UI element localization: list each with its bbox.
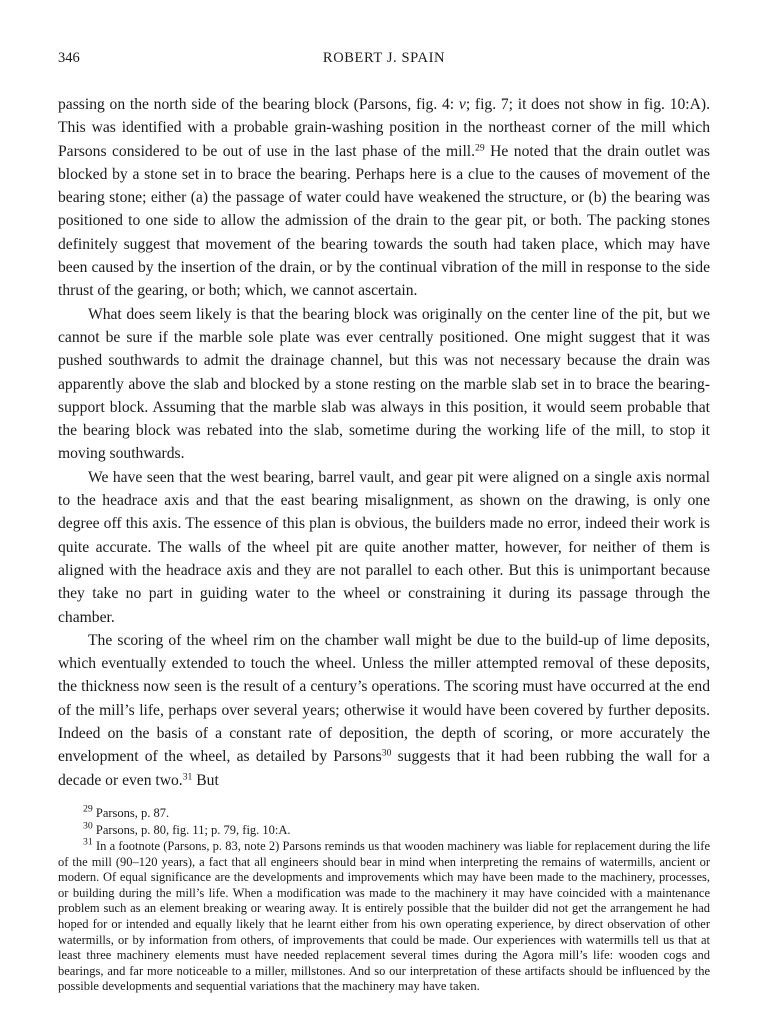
paragraph-1-italic-v: v: [458, 96, 466, 113]
paragraph-3: We have seen that the west bearing, barrel vault, and gear pit were aligned on a single axis normal to the headrace axis and that the east bearing misalignment, as shown on the drawing, is only one degree off this axis. The essence of this plan is obvious, the builders made no error, indeed their work is quite accurate. The walls of the wheel pit are quite another matter, however, for neither of them is aligned with the headrace axis and they are not parallel to each other. But this is unimportant because they take no part in guiding water to the wheel or constraining it during its passage through the chamber.: [58, 468, 710, 626]
footnote-30: [58, 820, 710, 839]
footnote-text: In a footnote (Parsons, p. 83, note 2) Parsons reminds us that wooden machinery was liable for replacement during the life of the mill (90–120 years), a fact that all engineers should bear in mind when interpreting the remains of watermills, ancient or modern. Of equal significance are the developments and improvements which may have been made to the machinery, processes, or building during the mill’s life. When a modification was made to the machinery it may have coincided with a maintenance problem such as an element breaking or wearing away. It is entirely possible that the builder did not get the arrangement he had hoped for or intended and equally likely that he learnt either from his own operating experience, by direct observation of other watermills, or by information from others, of improvements that could be made. Our experiences with watermills tell us that at least three machinery elements must have needed replacement several times during the Agora mill’s life: wooden cogs and bearings, and far more noticeable to a miller, millstones. And so our interpretation of these artifacts should be influenced by the possible developments and sequential variations that the machinery may have taken.: [58, 839, 710, 994]
paragraph-4-text-a: The scoring of the wheel rim on the chamber wall might be due to the build-up of lime deposits, which eventually extended to touch the wheel. Unless the miller attempted removal of these deposits, the thickness now seen is the result of a century’s operations. The scoring must have occurred at the end of the mill’s life, perhaps over several years; otherwise it would have been covered by further deposits. Indeed on the basis of a constant rate of deposition, the depth of scoring, or more accurately the envelopment of the wheel, as detailed by Parsons: [58, 631, 710, 766]
footnote-number: 31: [83, 836, 93, 848]
footnote-ref-31[interactable]: 31: [182, 771, 193, 783]
page: [58, 50, 710, 996]
footnote-31: [58, 836, 710, 995]
page-number: 346: [58, 50, 80, 66]
footnote-29: [58, 803, 710, 822]
footnote-text: Parsons, p. 80, fig. 11; p. 79, fig. 10:A.: [92, 822, 291, 837]
paragraph-4: [58, 629, 710, 792]
footnote-number: 29: [83, 803, 93, 815]
paragraph-4-text-b: suggests that it had been rubbing the wall for a decade or even two.: [58, 748, 710, 789]
footnote-text: Parsons, p. 87.: [92, 805, 170, 820]
page-header: [58, 50, 710, 74]
paragraph-4-text-c: But: [192, 771, 219, 789]
footnote-number: 30: [83, 820, 93, 832]
paragraph-1-text-d: He noted that the drain outlet was blocked by a stone set in to brace the bearing. Perhaps here is a clue to the causes of movement of the bearing stone; either (a) the passage of water could have weakened the structure, or (b) the bearing was positioned to one side to allow the admission of the drain to the gear pit, or both. The packing stones definitely suggest that movement of the bearing towards the south had taken place, which may have been caused by the insertion of the drain, or by the continual vibration of the mill in response to the side thrust of the gearing, or both; which, we cannot ascertain.: [58, 142, 710, 300]
footnotes: [58, 803, 710, 995]
paragraph-1: [58, 93, 710, 303]
paragraph-1-text-c: ; fig. 7; it does not show in fig. 10:A). This was identified with a probable grain-washing position in the northeast corner of the mill which Parsons considered to be out of use in the last phase of the mill.: [58, 96, 710, 160]
paragraph-1-text-a: passing on the north side of the bearing block (Parsons, fig. 4:: [58, 96, 459, 113]
footnote-ref-30[interactable]: 30: [381, 748, 392, 759]
paragraph-2: What does seem likely is that the bearing block was originally on the center line of the pit, but we cannot be sure if the marble sole plate was ever centrally positioned. One might suggest that it was pushed southwards to admit the drainage channel, but this was not necessary because the drain was apparently above the slab and blocked by a stone resting on the marble slab set in to brace the bearing-support block. Assuming that the marble slab was always in this position, it would seem probable that the bearing block was rebated into the slab, sometime during the working life of the mill, to stop it moving southwards.: [58, 305, 710, 463]
footnote-ref-29[interactable]: 29: [475, 142, 485, 154]
running-head: ROBERT J. SPAIN: [322, 50, 446, 66]
body-text: [58, 93, 710, 792]
